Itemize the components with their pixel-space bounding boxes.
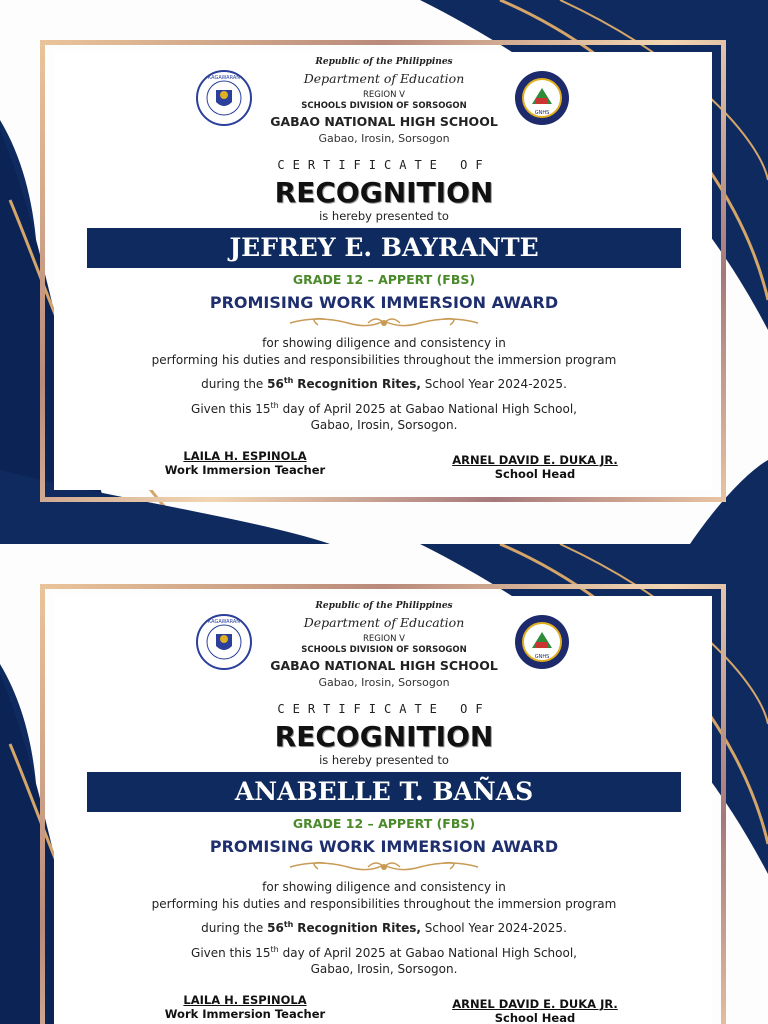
rites-name: Recognition Rites, [297,921,421,935]
body-line-1: for showing diligence and consistency in [262,880,506,894]
school-name: GABAO NATIONAL HIGH SCHOOL [270,114,498,129]
given-place: Gabao, Irosin, Sorsogon. [310,962,458,976]
certificate-2 [0,544,768,1024]
signatory-left [125,449,365,477]
republic-text: Republic of the Philippines [315,57,453,67]
svg-text:GNHS: GNHS [534,110,550,116]
division-text: SCHOOLS DIVISION OF SORSOGON [301,101,467,111]
grade-text: GRADE 12 – APPERT (FBS) [292,272,476,287]
department-text: Department of Education [303,615,465,630]
school-address: Gabao, Irosin, Sorsogon [318,676,450,689]
rites-prefix: during the [201,377,264,391]
signatory-left-title: Work Immersion Teacher [164,1007,326,1021]
signatory-left [125,993,365,1021]
signatory-right-title: School Head [494,1011,576,1024]
signatory-right-title: School Head [494,467,576,481]
certificate-of-text: CERTIFICATE OF [277,702,491,716]
rites-line [0,376,768,391]
flourish-ornament [288,857,480,877]
presented-text: is hereby presented to [319,209,449,223]
recipient-name: JEFREY E. BAYRANTE [87,228,681,268]
certificate-of-text: CERTIFICATE OF [277,158,491,172]
svg-text:KAGAWARAN: KAGAWARAN [207,619,241,625]
rites-name: Recognition Rites, [297,377,421,391]
flourish-ornament [288,313,480,333]
school-name: GABAO NATIONAL HIGH SCHOOL [270,658,498,673]
recipient-name: ANABELLE T. BAÑAS [87,772,681,812]
signatory-right-name: ARNEL DAVID E. DUKA JR. [452,997,618,1011]
grade-text: GRADE 12 – APPERT (FBS) [292,816,476,831]
rites-number: 56th [267,920,294,935]
signatory-right [415,453,655,481]
recognition-title: RECOGNITION [274,176,494,209]
given-place: Gabao, Irosin, Sorsogon. [310,418,458,432]
republic-text: Republic of the Philippines [315,601,453,611]
given-line: Given this 15th day of April 2025 at Gabao National High School, [191,945,577,960]
given-line: Given this 15th day of April 2025 at Gabao National High School, [191,401,577,416]
award-title: PROMISING WORK IMMERSION AWARD [209,293,559,312]
department-text: Department of Education [303,71,465,86]
presented-text: is hereby presented to [319,753,449,767]
division-text: SCHOOLS DIVISION OF SORSOGON [301,645,467,655]
body-line-2: performing his duties and responsibilities throughout the immersion program [151,353,617,367]
signatory-left-name: LAILA H. ESPINOLA [183,993,307,1007]
body-line-1: for showing diligence and consistency in [262,336,506,350]
svg-text:GNHS: GNHS [534,654,550,660]
signatory-left-name: LAILA H. ESPINOLA [183,449,307,463]
region-text: REGION V [363,90,405,100]
school-address: Gabao, Irosin, Sorsogon [318,132,450,145]
region-text: REGION V [363,634,405,644]
signatory-left-title: Work Immersion Teacher [164,463,326,477]
rites-number: 56th [267,376,294,391]
signatory-right [415,997,655,1024]
body-line-2: performing his duties and responsibilities throughout the immersion program [151,897,617,911]
school-year: School Year 2024-2025. [424,377,567,391]
signatory-right-name: ARNEL DAVID E. DUKA JR. [452,453,618,467]
recognition-title: RECOGNITION [274,720,494,753]
school-year: School Year 2024-2025. [424,921,567,935]
rites-prefix: during the [201,921,264,935]
svg-text:KAGAWARAN: KAGAWARAN [207,75,241,81]
rites-line [0,920,768,935]
award-title: PROMISING WORK IMMERSION AWARD [209,837,559,856]
